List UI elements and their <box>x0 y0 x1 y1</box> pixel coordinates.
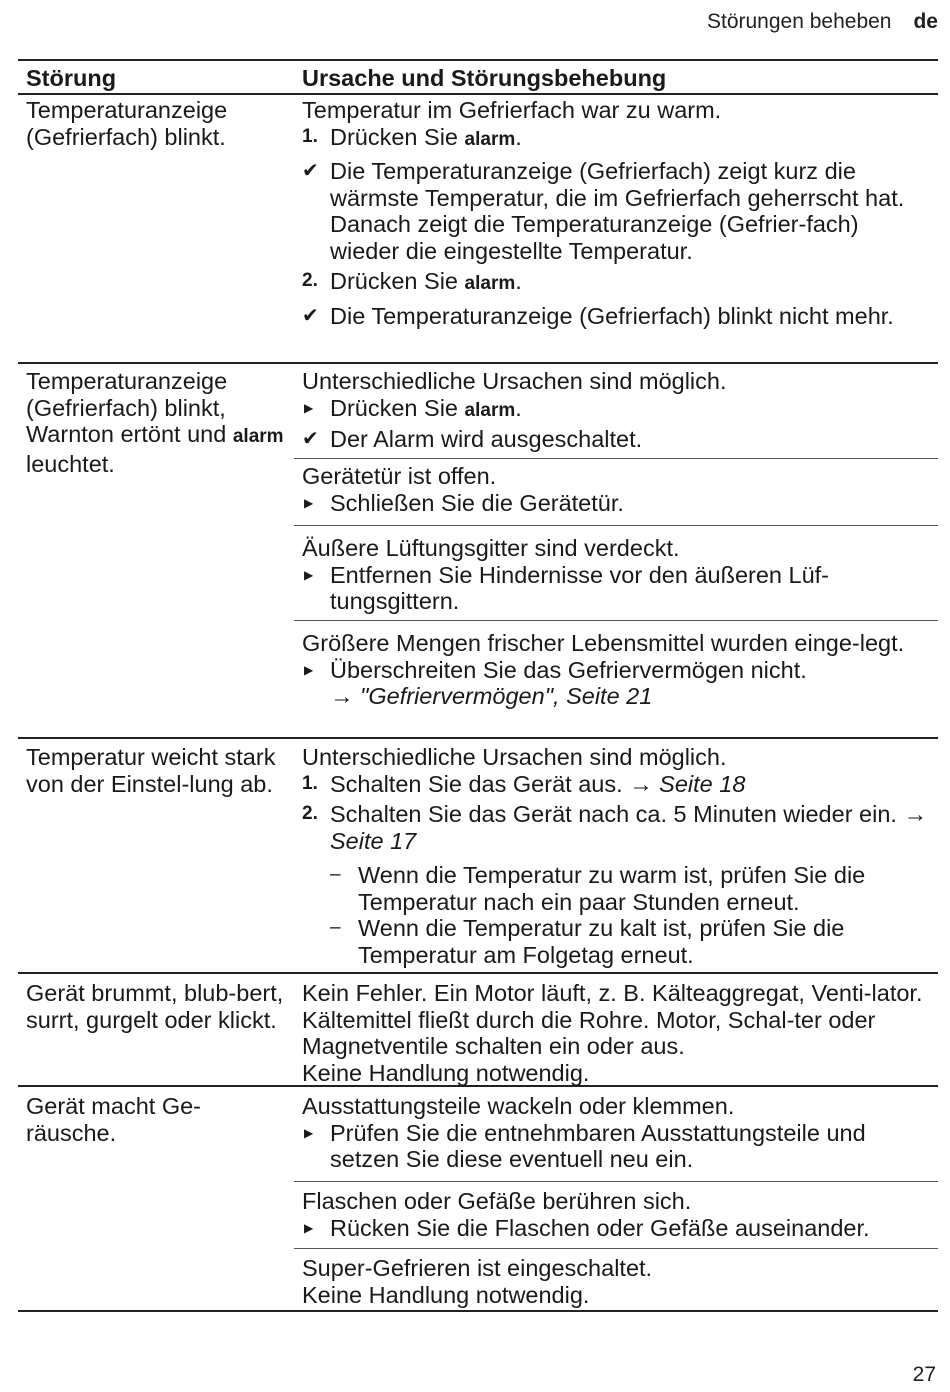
table-row <box>18 974 938 1087</box>
action-end: . <box>515 394 522 421</box>
language-code: de <box>913 10 938 33</box>
step <box>302 124 930 154</box>
result-text: Die Temperaturanzeige (Gefrierfach) blinkt nicht mehr. <box>330 302 894 329</box>
table-header <box>18 61 938 95</box>
cause-block <box>294 1087 938 1182</box>
step-text: Drücken Sie <box>330 268 465 294</box>
step <box>302 771 930 798</box>
action <box>302 490 930 517</box>
note-text: Keine Handlung notwendig. <box>302 1059 590 1086</box>
step-result <box>302 158 930 264</box>
problem-cell <box>18 364 294 737</box>
action <box>302 1120 930 1173</box>
cause-text: Unterschiedliche Ursachen sind möglich. <box>302 368 727 394</box>
cause-block <box>294 739 938 974</box>
cause-text: Gerätetür ist offen. <box>302 463 497 489</box>
sub-item <box>302 915 930 968</box>
triangle-right-icon: ▶ <box>304 1220 314 1235</box>
troubleshooting-table <box>18 59 938 1312</box>
reference-link[interactable]: Seite 17 <box>330 827 417 854</box>
cause-block <box>294 621 938 716</box>
triangle-right-icon: ▶ <box>304 1125 314 1140</box>
sub-item-text: Wenn die Temperatur zu kalt ist, prüfen Sie die Temperatur am Folgetag erneut. <box>358 915 845 968</box>
arrow-right-icon: → <box>330 683 354 709</box>
solution-cell <box>294 739 938 972</box>
table-row <box>18 95 938 364</box>
problem-cell: Temperaturanzeige (Gefrierfach) blinkt. <box>26 97 228 150</box>
step-end: . <box>515 123 522 150</box>
arrow-right-icon: → <box>629 770 653 797</box>
problem-cell: Temperatur weicht stark von der Einstel-lung ab. <box>26 744 276 797</box>
page-header <box>707 9 938 36</box>
problem-cell: Gerät macht Ge-räusche. <box>26 1093 201 1146</box>
action-result <box>302 426 930 453</box>
step <box>302 268 930 298</box>
cause-block <box>294 526 938 621</box>
step-text: Schalten Sie das Gerät nach ca. 5 Minuten wieder ein. <box>330 801 904 827</box>
triangle-right-icon: ▶ <box>304 495 314 510</box>
alarm-key-label: alarm <box>232 426 284 447</box>
solution-cell <box>294 364 938 737</box>
result-text: Der Alarm wird ausgeschaltet. <box>330 426 643 452</box>
triangle-right-icon: ▶ <box>304 567 314 582</box>
checkmark-icon: ✔ <box>302 304 319 327</box>
cause-text: Größere Mengen frischer Lebensmittel wurden einge-legt. <box>302 630 905 656</box>
cause-text: Äußere Lüftungsgitter sind verdeckt. <box>302 535 680 561</box>
step-number: 1. <box>302 125 318 147</box>
action <box>302 562 930 615</box>
step-end: . <box>515 268 522 294</box>
step-result <box>302 303 930 330</box>
cause-text: Super-Gefrieren ist eingeschaltet. <box>302 1255 653 1281</box>
solution-cell <box>294 95 938 362</box>
action-text: Drücken Sie <box>330 394 465 421</box>
column-header-problem: Störung <box>26 65 117 91</box>
cause-text: Kein Fehler. Ein Motor läuft, z. B. Kälteaggregat, Venti-lator. Kältemittel fließt durch die Rohre. Motor, Schal-ter oder Magnetventile schalten ein oder aus. <box>302 980 923 1059</box>
sub-item <box>302 862 930 915</box>
problem-text: Temperaturanzeige (Gefrierfach) blinkt, Warnton ertönt und <box>26 368 233 447</box>
action <box>302 1215 930 1242</box>
step-text: Schalten Sie das Gerät aus. <box>330 770 630 797</box>
cause-block <box>294 95 938 335</box>
triangle-right-icon: ▶ <box>304 400 314 415</box>
table-row <box>18 364 938 739</box>
action-text: Schließen Sie die Gerätetür. <box>330 489 624 516</box>
checkmark-icon: ✔ <box>302 428 319 450</box>
cause-text: Temperatur im Gefrierfach war zu warm. <box>302 97 722 123</box>
column-header-cause: Ursache und Störungsbehebung <box>302 65 667 91</box>
cause-text: Flaschen oder Gefäße berühren sich. <box>302 1188 692 1214</box>
action-text: Rücken Sie die Flaschen oder Gefäße auseinander. <box>330 1214 870 1241</box>
solution-cell <box>294 1087 938 1310</box>
reference-link[interactable]: Seite 18 <box>652 770 746 797</box>
action <box>302 657 930 684</box>
step-number: 2. <box>302 270 318 291</box>
cause-block <box>294 364 938 459</box>
solution-cell <box>294 974 938 1085</box>
section-title: Störungen beheben <box>706 10 892 33</box>
alarm-key-label: alarm <box>464 128 516 150</box>
alarm-key-label: alarm <box>464 399 516 421</box>
table-row <box>18 739 938 974</box>
cause-block <box>294 1182 938 1249</box>
action-text: Entfernen Sie Hindernisse vor den äußeren Lüf-tungsgittern. <box>330 561 830 614</box>
table-row <box>18 1087 938 1312</box>
cause-text: Ausstattungsteile wackeln oder klemmen. <box>302 1093 735 1119</box>
result-text: Die Temperaturanzeige (Gefrierfach) zeigt kurz die wärmste Temperatur, die im Gefrierfach geherrscht hat. Danach zeigt die Temperaturanzeige (Gefrier-fach) wieder die eingestellte Temperatur. <box>330 158 905 264</box>
note-text: Keine Handlung notwendig. <box>302 1281 590 1308</box>
page-number: 27 <box>912 1362 936 1386</box>
arrow-right-icon: → <box>903 801 927 827</box>
cause-text: Unterschiedliche Ursachen sind möglich. <box>302 744 727 770</box>
step-text: Drücken Sie <box>330 123 465 150</box>
cause-block <box>294 459 938 526</box>
problem-cell: Gerät brummt, blub-bert, surrt, gurgelt oder klickt. <box>26 980 284 1033</box>
reference-link[interactable]: "Gefriervermögen", Seite 21 <box>360 683 653 709</box>
step-number: 2. <box>302 803 318 824</box>
step <box>302 801 930 854</box>
triangle-right-icon: ▶ <box>304 662 314 677</box>
action-text: Überschreiten Sie das Gefriervermögen nicht. <box>330 656 807 683</box>
sub-item-text: Wenn die Temperatur zu warm ist, prüfen Sie die Temperatur nach ein paar Stunden erneut. <box>358 862 866 915</box>
action <box>302 395 930 425</box>
cross-reference[interactable] <box>302 683 930 710</box>
step-number: 1. <box>302 772 318 794</box>
alarm-key-label: alarm <box>464 273 516 294</box>
cause-block <box>294 1249 938 1314</box>
dash-bullet: – <box>330 917 341 938</box>
checkmark-icon: ✔ <box>302 160 319 182</box>
cause-block <box>294 974 938 1092</box>
problem-text-end: leuchtet. <box>26 450 115 477</box>
dash-bullet: – <box>330 864 341 885</box>
action-text: Prüfen Sie die entnehmbaren Ausstattungsteile und setzen Sie diese eventuell neu ein. <box>330 1119 866 1172</box>
